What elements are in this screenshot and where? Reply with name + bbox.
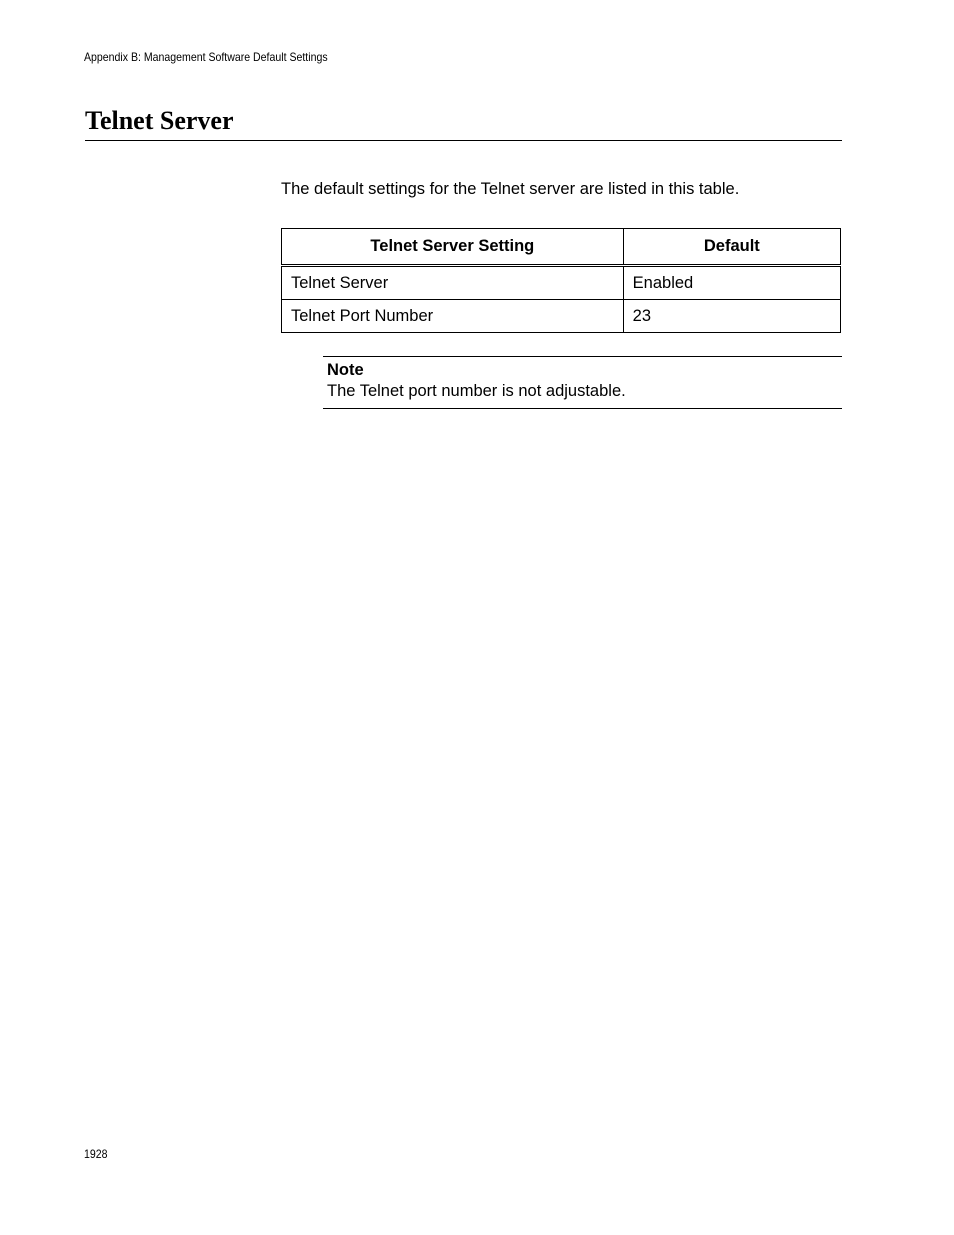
intro-paragraph: The default settings for the Telnet server are listed in this table. [281,180,740,198]
cell-setting: Telnet Port Number [282,300,624,333]
table-header-row [282,229,841,266]
table-row [282,300,841,333]
settings-table [281,228,841,333]
table-row [282,266,841,300]
page-number: 1928 [84,1147,108,1161]
running-header: Appendix B: Management Software Default Settings [84,50,328,64]
section-title: Telnet Server [85,106,234,135]
column-header-setting: Telnet Server Setting [282,229,624,266]
note-box [323,356,842,409]
note-text: The Telnet port number is not adjustable. [327,382,626,400]
cell-default: 23 [623,300,840,333]
note-label: Note [327,361,364,379]
title-rule [85,140,842,141]
cell-setting: Telnet Server [282,266,624,300]
column-header-default: Default [623,229,840,266]
cell-default: Enabled [623,266,840,300]
